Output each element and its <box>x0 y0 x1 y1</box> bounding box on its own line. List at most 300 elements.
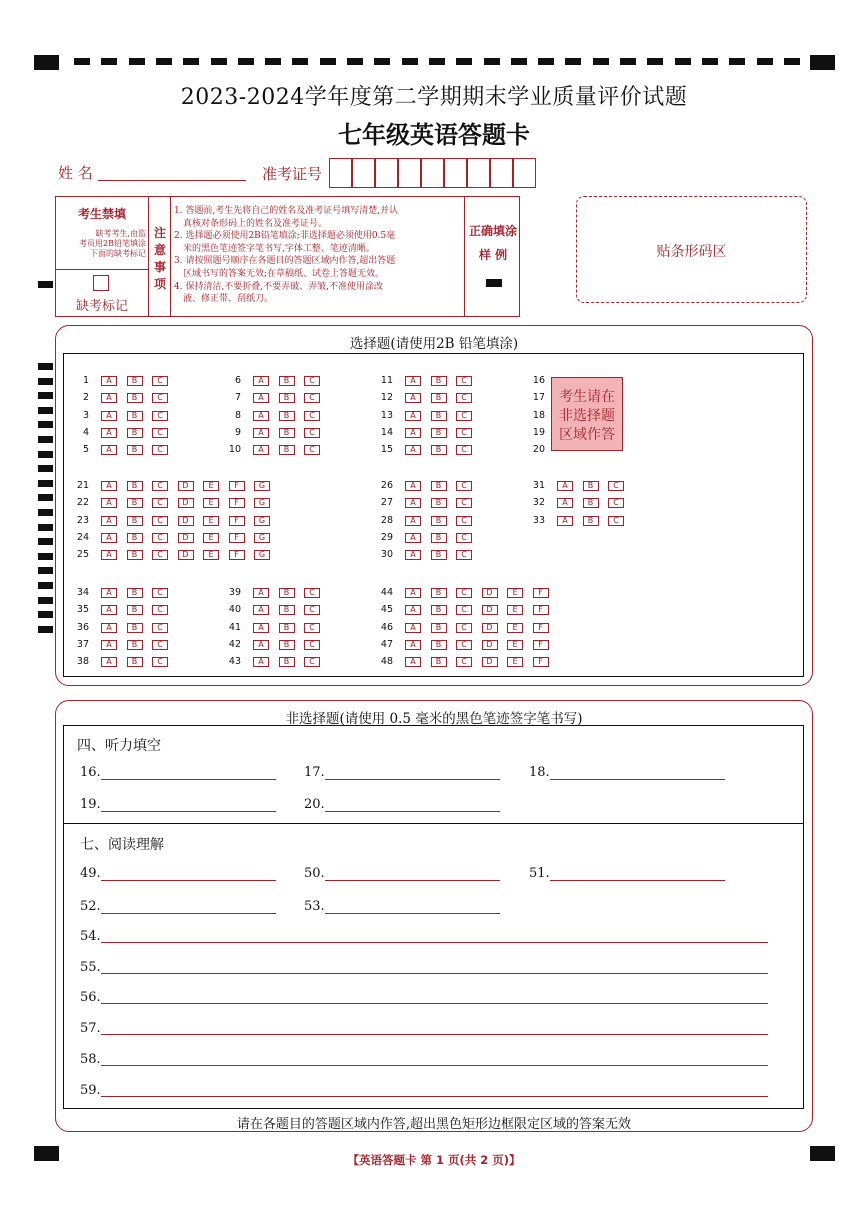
nonmc-title: 非选择题(请使用 0.5 毫米的黑色笔迹签字笔书写) <box>285 711 583 727</box>
timing-mark <box>38 611 53 618</box>
answer-bubble-c[interactable]: C <box>152 445 168 455</box>
blank-label: 56. <box>80 990 101 1006</box>
answer-bubble-a[interactable]: A <box>253 393 269 403</box>
answer-bubble-c[interactable]: C <box>456 445 472 455</box>
rule-line: 区域书写的答案无效;在草稿纸、试卷上答题无效。 <box>183 268 385 279</box>
nonmc-box <box>63 725 804 1109</box>
answer-line[interactable] <box>550 779 725 780</box>
absent-checkbox[interactable] <box>93 275 109 291</box>
question-number: 19 <box>532 426 545 438</box>
answer-bubble-f[interactable]: F <box>229 516 245 526</box>
answer-bubble-e[interactable]: E <box>507 640 523 650</box>
timing-dash <box>101 58 117 65</box>
answer-bubble-c[interactable]: C <box>456 623 472 633</box>
question-number: 17 <box>532 392 545 404</box>
question-number: 45 <box>380 604 393 616</box>
answer-bubble-c[interactable]: C <box>152 640 168 650</box>
rule-line: 液、修正带、刮纸刀。 <box>183 294 274 305</box>
answer-bubble-e[interactable]: E <box>507 605 523 615</box>
answer-line[interactable] <box>101 942 768 943</box>
notice-side-mark <box>38 281 53 288</box>
timing-dash <box>129 58 145 65</box>
question-number: 5 <box>82 444 89 456</box>
timing-mark <box>38 538 53 545</box>
answer-bubble-b[interactable]: B <box>127 481 143 491</box>
id-digit-box[interactable] <box>444 158 467 188</box>
answer-bubble-c[interactable]: C <box>608 498 624 508</box>
answer-bubble-c[interactable]: C <box>304 445 320 455</box>
answer-bubble-a[interactable]: A <box>101 588 117 598</box>
answer-bubble-d[interactable]: D <box>482 588 498 598</box>
answer-bubble-g[interactable]: G <box>254 550 270 560</box>
answer-bubble-b[interactable]: B <box>279 393 295 403</box>
answer-bubble-a[interactable]: A <box>101 550 117 560</box>
answer-bubble-c[interactable]: C <box>152 428 168 438</box>
answer-bubble-a[interactable]: A <box>405 445 421 455</box>
answer-bubble-b[interactable]: B <box>583 498 599 508</box>
answer-bubble-a[interactable]: A <box>253 605 269 615</box>
answer-bubble-d[interactable]: D <box>482 605 498 615</box>
answer-bubble-b[interactable]: B <box>127 445 143 455</box>
answer-bubble-f[interactable]: F <box>229 498 245 508</box>
answer-bubble-a[interactable]: A <box>405 516 421 526</box>
timing-dash <box>265 58 281 65</box>
timing-dash <box>593 58 609 65</box>
answer-bubble-c[interactable]: C <box>456 657 472 667</box>
rules-text <box>174 205 464 306</box>
notice-panel <box>55 196 520 317</box>
question-number: 38 <box>76 656 89 668</box>
answer-bubble-b[interactable]: B <box>127 588 143 598</box>
timing-mark <box>38 421 53 428</box>
answer-bubble-c[interactable]: C <box>304 393 320 403</box>
blank-label: 50. <box>304 866 325 881</box>
answer-bubble-b[interactable]: B <box>431 445 447 455</box>
question-number: 24 <box>76 531 89 543</box>
answer-bubble-b[interactable]: B <box>279 640 295 650</box>
timing-dash <box>675 58 691 65</box>
question-number: 8 <box>234 409 241 421</box>
answer-bubble-a[interactable]: A <box>253 445 269 455</box>
answer-bubble-a[interactable]: A <box>405 605 421 615</box>
answer-bubble-e[interactable]: E <box>203 533 219 543</box>
answer-bubble-c[interactable]: C <box>456 428 472 438</box>
answer-bubble-b[interactable]: B <box>127 640 143 650</box>
answer-bubble-b[interactable]: B <box>127 657 143 667</box>
id-digit-box[interactable] <box>398 158 421 188</box>
question-number: 26 <box>380 480 393 491</box>
answer-bubble-d[interactable]: D <box>482 623 498 633</box>
answer-line[interactable] <box>325 811 500 812</box>
answer-bubble-b[interactable]: B <box>431 411 447 421</box>
attention-char: 项 <box>153 277 166 291</box>
barcode-area <box>576 196 807 303</box>
answer-bubble-a[interactable]: A <box>405 376 421 386</box>
answer-line[interactable] <box>101 880 276 881</box>
id-digit-box[interactable] <box>375 158 398 188</box>
answer-bubble-d[interactable]: D <box>178 533 194 543</box>
answer-bubble-a[interactable]: A <box>253 623 269 633</box>
answer-bubble-g[interactable]: G <box>254 516 270 526</box>
timing-dash <box>156 58 172 65</box>
blank-label: 53. <box>304 899 325 914</box>
blank-label: 51. <box>529 866 550 881</box>
answer-bubble-b[interactable]: B <box>127 393 143 403</box>
answer-bubble-c[interactable]: C <box>456 605 472 615</box>
answer-bubble-e[interactable]: E <box>507 657 523 667</box>
answer-bubble-c[interactable]: C <box>304 411 320 421</box>
answer-bubble-c[interactable]: C <box>304 428 320 438</box>
timing-dash <box>211 58 227 65</box>
timing-dash <box>320 58 336 65</box>
question-number: 36 <box>76 621 89 633</box>
timing-mark <box>38 451 53 458</box>
question-number: 20 <box>532 444 545 456</box>
answer-line[interactable] <box>101 1003 768 1004</box>
timing-mark <box>38 378 53 385</box>
answer-bubble-a[interactable]: A <box>101 428 117 438</box>
answer-bubble-c[interactable]: C <box>152 550 168 560</box>
mc-note-box <box>551 377 623 451</box>
answer-line[interactable] <box>101 1065 768 1066</box>
answer-bubble-a[interactable]: A <box>253 376 269 386</box>
timing-dash <box>538 58 554 65</box>
answer-bubble-c[interactable]: C <box>456 393 472 403</box>
question-number: 28 <box>380 514 393 526</box>
answer-bubble-e[interactable]: E <box>507 623 523 633</box>
answer-bubble-b[interactable]: B <box>431 533 447 543</box>
answer-bubble-b[interactable]: B <box>127 376 143 386</box>
answer-bubble-c[interactable]: C <box>304 605 320 615</box>
answer-line[interactable] <box>325 880 500 881</box>
absent-label: 缺考标记 <box>75 299 128 314</box>
question-number: 14 <box>380 426 393 438</box>
blank-label: 52. <box>80 899 101 914</box>
timing-dash <box>511 58 527 65</box>
blank-label: 59. <box>80 1082 101 1098</box>
answer-bubble-a[interactable]: A <box>405 428 421 438</box>
blank-label: 55. <box>80 959 101 975</box>
question-number: 23 <box>76 514 89 526</box>
answer-bubble-b[interactable]: B <box>431 550 447 560</box>
id-label: 准考证号 <box>262 165 323 183</box>
answer-bubble-e[interactable]: E <box>203 516 219 526</box>
answer-bubble-c[interactable]: C <box>608 516 624 526</box>
answer-line[interactable] <box>101 973 768 974</box>
answer-bubble-a[interactable]: A <box>101 640 117 650</box>
question-number: 43 <box>228 656 241 668</box>
answer-bubble-d[interactable]: D <box>178 550 194 560</box>
answer-bubble-f[interactable]: F <box>533 657 549 667</box>
question-number: 4 <box>82 426 89 438</box>
answer-bubble-c[interactable]: C <box>456 481 472 491</box>
attention-char: 注 <box>153 226 166 240</box>
answer-bubble-d[interactable]: D <box>482 640 498 650</box>
answer-bubble-b[interactable]: B <box>431 393 447 403</box>
answer-bubble-b[interactable]: B <box>431 516 447 526</box>
answer-bubble-b[interactable]: B <box>279 376 295 386</box>
answer-bubble-b[interactable]: B <box>127 605 143 615</box>
id-digit-box[interactable] <box>421 158 444 188</box>
timing-mark <box>38 582 53 589</box>
mc-note-line-1: 考生请在 <box>559 389 615 405</box>
question-number: 48 <box>380 656 393 668</box>
answer-bubble-c[interactable]: C <box>152 533 168 543</box>
answer-line[interactable] <box>101 1034 768 1035</box>
answer-bubble-f[interactable]: F <box>533 623 549 633</box>
answer-bubble-b[interactable]: B <box>583 481 599 491</box>
answer-bubble-d[interactable]: D <box>482 657 498 667</box>
timing-mark <box>38 480 53 487</box>
question-number: 3 <box>82 409 89 421</box>
blank-label: 20. <box>304 797 325 812</box>
blank-label: 16. <box>80 765 101 780</box>
answer-bubble-a[interactable]: A <box>253 640 269 650</box>
answer-bubble-a[interactable]: A <box>557 516 573 526</box>
answer-bubble-c[interactable]: C <box>456 588 472 598</box>
question-number: 44 <box>380 587 393 598</box>
ban-title: 考生禁填 <box>77 207 126 221</box>
answer-bubble-b[interactable]: B <box>279 411 295 421</box>
answer-sheet-title: 七年级英语答题卡 <box>338 120 530 149</box>
ban-text-3: 下面的缺考标记 <box>90 249 146 258</box>
id-digit-box[interactable] <box>490 158 513 188</box>
answer-bubble-b[interactable]: B <box>431 640 447 650</box>
question-number: 16 <box>532 375 545 386</box>
answer-bubble-b[interactable]: B <box>279 445 295 455</box>
answer-bubble-a[interactable]: A <box>405 550 421 560</box>
answer-bubble-c[interactable]: C <box>456 516 472 526</box>
answer-bubble-a[interactable]: A <box>405 588 421 598</box>
id-digit-box[interactable] <box>513 158 536 188</box>
answer-bubble-b[interactable]: B <box>431 657 447 667</box>
question-number: 27 <box>380 497 393 509</box>
question-number: 21 <box>76 480 89 491</box>
question-number: 33 <box>532 514 545 526</box>
answer-bubble-c[interactable]: C <box>456 411 472 421</box>
answer-line[interactable] <box>101 1096 768 1097</box>
answer-bubble-c[interactable]: C <box>456 533 472 543</box>
id-digit-box[interactable] <box>329 158 352 188</box>
answer-bubble-c[interactable]: C <box>456 640 472 650</box>
answer-bubble-c[interactable]: C <box>152 657 168 667</box>
answer-line[interactable] <box>325 779 500 780</box>
timing-mark <box>38 626 53 633</box>
answer-bubble-g[interactable]: G <box>254 481 270 491</box>
timing-mark <box>38 597 53 604</box>
answer-bubble-a[interactable]: A <box>101 516 117 526</box>
answer-bubble-a[interactable]: A <box>101 481 117 491</box>
answer-line[interactable] <box>101 811 276 812</box>
answer-bubble-f[interactable]: F <box>229 550 245 560</box>
answer-bubble-b[interactable]: B <box>279 623 295 633</box>
answer-bubble-f[interactable]: F <box>533 605 549 615</box>
timing-mark <box>38 567 53 574</box>
answer-bubble-d[interactable]: D <box>178 498 194 508</box>
answer-bubble-b[interactable]: B <box>279 588 295 598</box>
timing-dash <box>456 58 472 65</box>
answer-bubble-c[interactable]: C <box>152 516 168 526</box>
answer-bubble-a[interactable]: A <box>557 481 573 491</box>
corner-marker-top-left <box>34 55 59 70</box>
answer-bubble-b[interactable]: B <box>127 516 143 526</box>
answer-bubble-b[interactable]: B <box>431 481 447 491</box>
attention-label <box>149 225 171 293</box>
answer-bubble-c[interactable]: C <box>152 623 168 633</box>
answer-bubble-a[interactable]: A <box>101 605 117 615</box>
timing-mark <box>38 509 53 516</box>
exam-title: 2023-2024学年度第二学期期末学业质量评价试题 <box>180 85 688 110</box>
answer-bubble-a[interactable]: A <box>557 498 573 508</box>
answer-bubble-a[interactable]: A <box>253 411 269 421</box>
answer-bubble-a[interactable]: A <box>101 657 117 667</box>
answer-bubble-c[interactable]: C <box>304 588 320 598</box>
answer-bubble-c[interactable]: C <box>152 481 168 491</box>
answer-bubble-f[interactable]: F <box>533 640 549 650</box>
answer-bubble-b[interactable]: B <box>279 428 295 438</box>
answer-line[interactable] <box>325 913 500 914</box>
answer-bubble-b[interactable]: B <box>431 623 447 633</box>
question-number: 30 <box>380 549 393 561</box>
blank-label: 57. <box>80 1021 101 1037</box>
mc-note-line-2: 非选择题 <box>559 408 615 424</box>
question-number: 25 <box>76 549 89 561</box>
answer-bubble-a[interactable]: A <box>101 498 117 508</box>
answer-bubble-f[interactable]: F <box>229 481 245 491</box>
answer-bubble-c[interactable]: C <box>152 393 168 403</box>
name-field[interactable] <box>98 180 246 181</box>
answer-bubble-e[interactable]: E <box>507 588 523 598</box>
timing-dash <box>620 58 636 65</box>
rule-line: 2. 选择题必须使用2B铅笔填涂;非选择题必须使用0.5毫 <box>174 231 396 242</box>
answer-bubble-c[interactable]: C <box>152 605 168 615</box>
answer-bubble-a[interactable]: A <box>253 588 269 598</box>
question-number: 40 <box>228 604 241 616</box>
id-digit-box[interactable] <box>467 158 490 188</box>
answer-bubble-c[interactable]: C <box>456 550 472 560</box>
answer-bubble-d[interactable]: D <box>178 481 194 491</box>
answer-bubble-b[interactable]: B <box>279 605 295 615</box>
answer-bubble-a[interactable]: A <box>253 428 269 438</box>
answer-bubble-c[interactable]: C <box>304 657 320 667</box>
answer-line[interactable] <box>101 779 276 780</box>
answer-bubble-g[interactable]: G <box>254 533 270 543</box>
answer-bubble-b[interactable]: B <box>431 498 447 508</box>
answer-bubble-a[interactable]: A <box>405 481 421 491</box>
timing-dash <box>74 58 90 65</box>
timing-mark <box>38 494 53 501</box>
answer-bubble-g[interactable]: G <box>254 498 270 508</box>
answer-bubble-b[interactable]: B <box>127 498 143 508</box>
timing-mark <box>38 436 53 443</box>
question-number: 2 <box>82 392 89 404</box>
answer-bubble-c[interactable]: C <box>152 588 168 598</box>
answer-bubble-e[interactable]: E <box>203 481 219 491</box>
answer-bubble-c[interactable]: C <box>152 411 168 421</box>
answer-bubble-b[interactable]: B <box>431 428 447 438</box>
answer-bubble-c[interactable]: C <box>456 376 472 386</box>
answer-bubble-c[interactable]: C <box>152 498 168 508</box>
question-number: 35 <box>76 604 89 616</box>
answer-bubble-f[interactable]: F <box>229 533 245 543</box>
attention-char: 事 <box>153 260 166 274</box>
answer-bubble-c[interactable]: C <box>304 376 320 386</box>
answer-bubble-a[interactable]: A <box>405 657 421 667</box>
answer-bubble-b[interactable]: B <box>583 516 599 526</box>
answer-bubble-b[interactable]: B <box>127 533 143 543</box>
answer-bubble-e[interactable]: E <box>203 550 219 560</box>
answer-bubble-c[interactable]: C <box>152 376 168 386</box>
answer-line[interactable] <box>550 880 725 881</box>
answer-line[interactable] <box>101 913 276 914</box>
question-number: 32 <box>532 497 545 509</box>
question-number: 1 <box>82 375 89 386</box>
answer-bubble-b[interactable]: B <box>279 657 295 667</box>
answer-bubble-e[interactable]: E <box>203 498 219 508</box>
timing-dash <box>238 58 254 65</box>
answer-bubble-c[interactable]: C <box>608 481 624 491</box>
sample-title: 正确填涂 <box>468 224 517 238</box>
mc-note-line-3: 区域作答 <box>559 427 615 443</box>
answer-bubble-c[interactable]: C <box>456 498 472 508</box>
answer-bubble-a[interactable]: A <box>101 376 117 386</box>
answer-bubble-a[interactable]: A <box>253 657 269 667</box>
answer-bubble-a[interactable]: A <box>101 623 117 633</box>
question-number: 13 <box>380 409 393 421</box>
answer-bubble-b[interactable]: B <box>127 550 143 560</box>
answer-bubble-c[interactable]: C <box>304 640 320 650</box>
timing-dash <box>784 58 800 65</box>
answer-bubble-a[interactable]: A <box>405 411 421 421</box>
question-number: 9 <box>234 426 241 438</box>
part7-heading: 七、阅读理解 <box>80 837 164 853</box>
timing-dash <box>374 58 390 65</box>
answer-bubble-f[interactable]: F <box>533 588 549 598</box>
answer-bubble-b[interactable]: B <box>127 411 143 421</box>
question-number: 18 <box>532 409 545 421</box>
answer-bubble-b[interactable]: B <box>127 428 143 438</box>
answer-bubble-a[interactable]: A <box>405 640 421 650</box>
part4-heading: 四、听力填空 <box>77 738 161 754</box>
answer-bubble-b[interactable]: B <box>431 588 447 598</box>
answer-bubble-a[interactable]: A <box>101 533 117 543</box>
answer-bubble-a[interactable]: A <box>101 445 117 455</box>
sample-sub: 样 例 <box>478 248 508 262</box>
question-number: 34 <box>76 587 89 598</box>
blank-label: 17. <box>304 765 325 780</box>
timing-mark <box>38 524 53 531</box>
answer-bubble-a[interactable]: A <box>405 393 421 403</box>
rule-line: 4. 保持清洁,不要折叠,不要弄破、弄皱,不准使用涂改 <box>174 281 384 292</box>
blank-label: 49. <box>80 866 101 881</box>
answer-bubble-a[interactable]: A <box>101 393 117 403</box>
answer-bubble-a[interactable]: A <box>405 623 421 633</box>
answer-bubble-d[interactable]: D <box>178 516 194 526</box>
answer-bubble-a[interactable]: A <box>101 411 117 421</box>
answer-bubble-c[interactable]: C <box>304 623 320 633</box>
rule-line: 3. 请按照题号顺序在各题目的答题区域内作答,超出答题 <box>174 256 396 267</box>
answer-bubble-a[interactable]: A <box>405 533 421 543</box>
name-label: 姓 名 <box>58 164 93 182</box>
blank-label: 58. <box>80 1051 101 1067</box>
corner-marker-top-right <box>810 55 835 70</box>
id-digit-box[interactable] <box>352 158 375 188</box>
answer-bubble-a[interactable]: A <box>405 498 421 508</box>
answer-bubble-b[interactable]: B <box>127 623 143 633</box>
rule-line: 米的黑色笔迹签字笔书写,字体工整、笔迹清晰。 <box>183 243 375 254</box>
answer-bubble-b[interactable]: B <box>431 605 447 615</box>
answer-bubble-b[interactable]: B <box>431 376 447 386</box>
